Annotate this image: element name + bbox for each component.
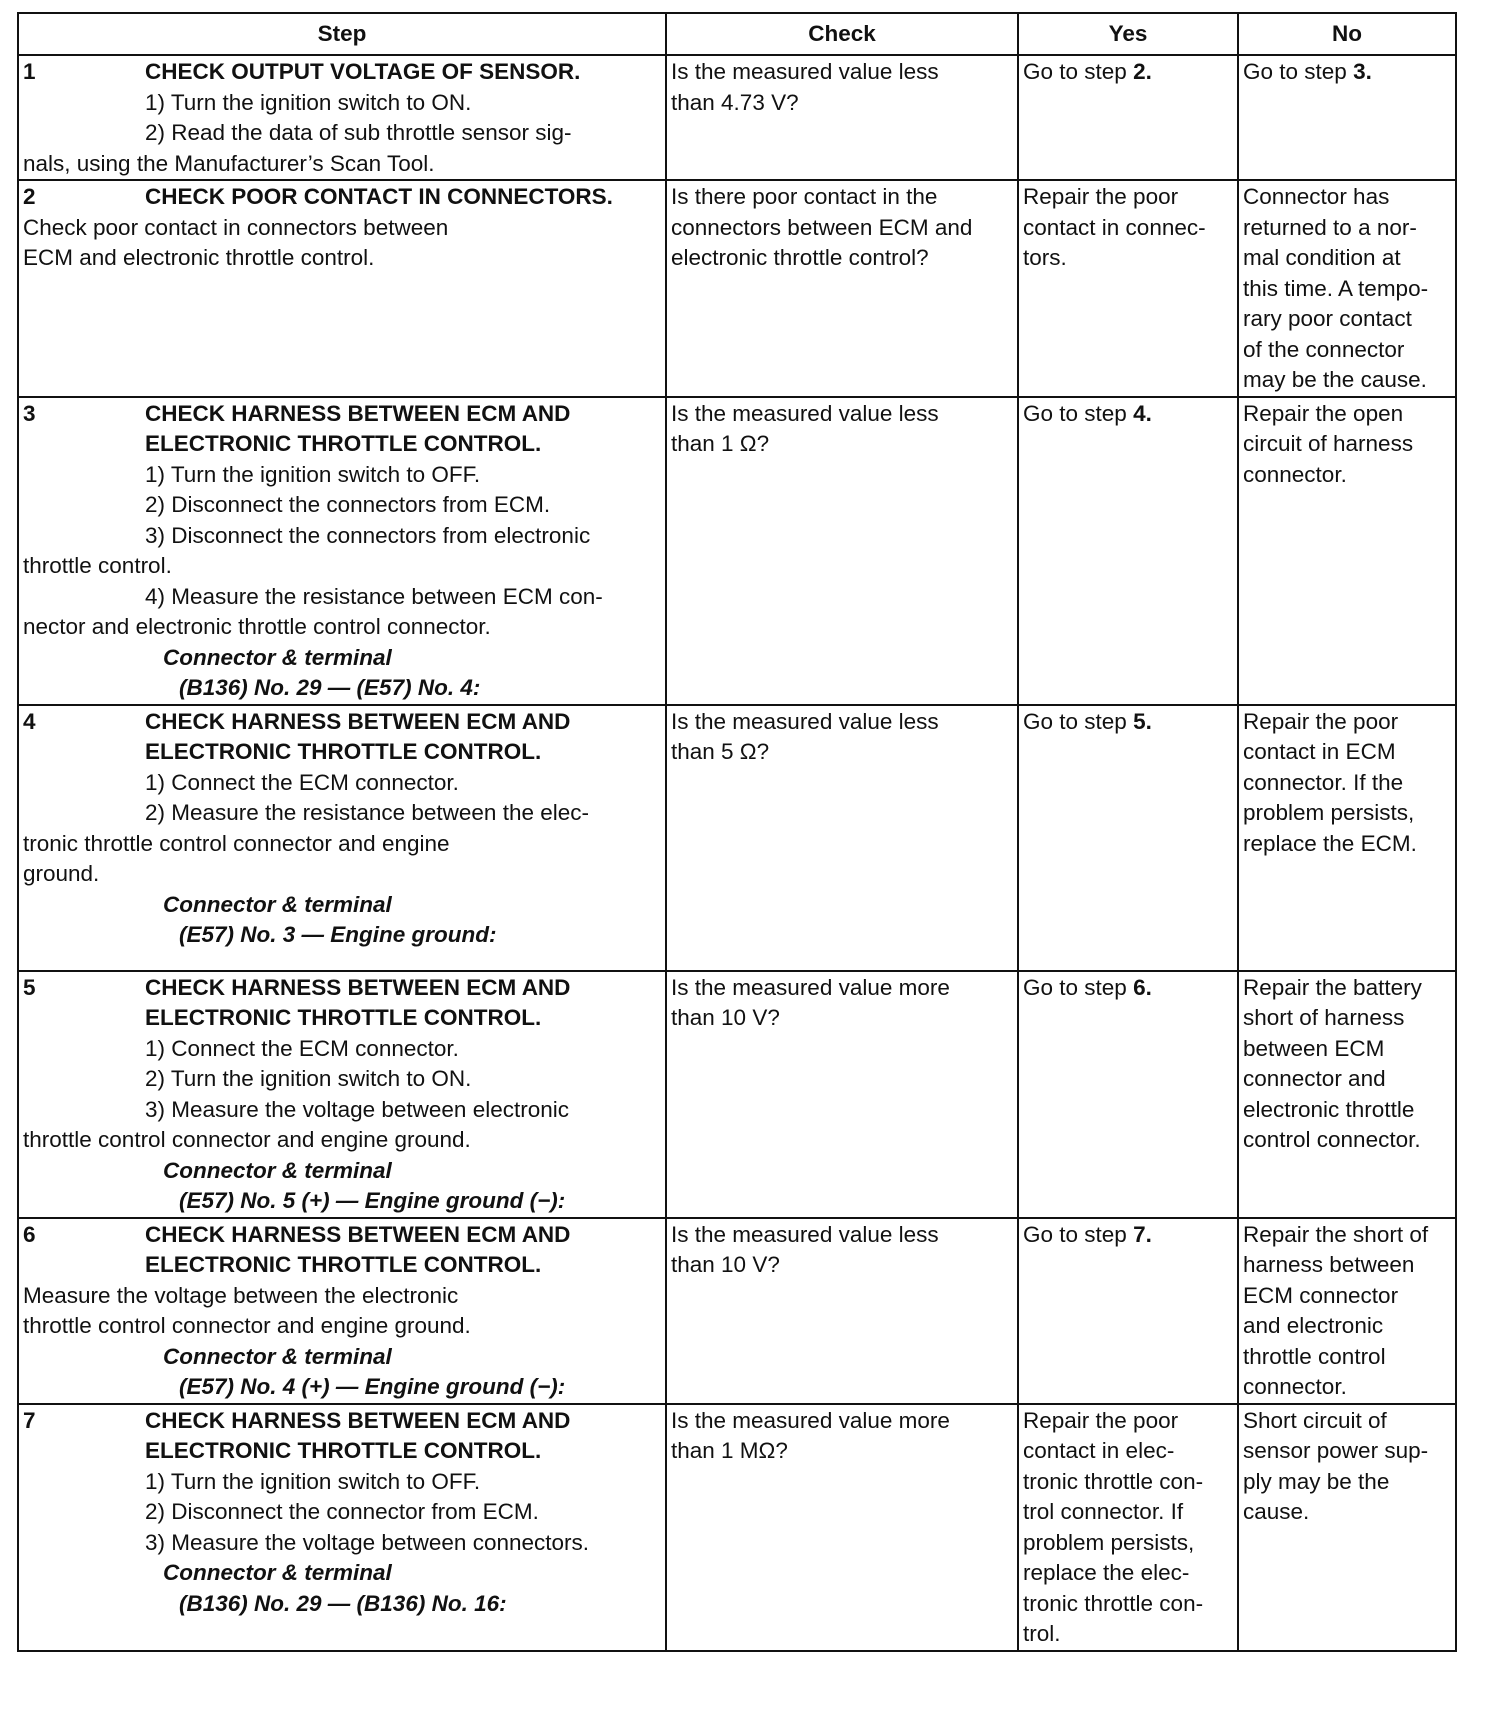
header-row bbox=[18, 13, 1456, 55]
check-line: than 4.73 V? bbox=[671, 89, 799, 115]
check-cell bbox=[666, 1404, 1018, 1651]
yes-goto bbox=[1023, 973, 1233, 1004]
instruction-line: 1) Turn the ignition switch to ON. bbox=[145, 89, 472, 115]
header-yes: Yes bbox=[1018, 13, 1238, 55]
step-content bbox=[23, 57, 661, 179]
terminal-label: Connector & terminal bbox=[163, 891, 392, 917]
instruction-line: nector and electronic throttle control connector. bbox=[23, 614, 491, 639]
step-body bbox=[145, 1406, 661, 1620]
no-line: sensor power sup- bbox=[1243, 1438, 1429, 1463]
step-title-line: ELECTRONIC THROTTLE CONTROL. bbox=[145, 1438, 542, 1463]
check-cell bbox=[666, 55, 1018, 180]
yes-line: tronic throttle con- bbox=[1023, 1590, 1204, 1616]
instruction-line: 1) Turn the ignition switch to OFF. bbox=[145, 461, 481, 487]
yes-goto bbox=[1023, 707, 1233, 738]
no-line: problem persists, bbox=[1243, 800, 1415, 825]
no-line: connector. bbox=[1243, 461, 1347, 487]
instruction-line: 3) Disconnect the connectors from electronic bbox=[145, 522, 591, 548]
instruction-line: ground. bbox=[23, 861, 100, 886]
no-cell bbox=[1238, 397, 1456, 705]
step-instructions bbox=[23, 1281, 661, 1403]
instruction-line: throttle control connector and engine ground. bbox=[23, 1313, 471, 1338]
yes-cell bbox=[1018, 1218, 1238, 1404]
instruction-line: ECM and electronic throttle control. bbox=[23, 245, 375, 270]
check-line: electronic throttle control? bbox=[671, 245, 929, 270]
no-line: cause. bbox=[1243, 1499, 1310, 1524]
step-content bbox=[23, 707, 661, 951]
step-title-line: ELECTRONIC THROTTLE CONTROL. bbox=[145, 431, 542, 456]
no-line: control connector. bbox=[1243, 1127, 1421, 1152]
no-line: connector. bbox=[1243, 1374, 1347, 1399]
no-line: Repair the poor bbox=[1243, 708, 1399, 734]
instruction-line: 3) Measure the voltage between electronic bbox=[145, 1096, 569, 1122]
check-cell bbox=[666, 705, 1018, 971]
no-line: may be the cause. bbox=[1243, 367, 1427, 392]
step-title: CHECK OUTPUT VOLTAGE OF SENSOR. bbox=[145, 59, 581, 84]
step-title-line: ELECTRONIC THROTTLE CONTROL. bbox=[145, 739, 542, 764]
instruction-line: 3) Measure the voltage between connectors. bbox=[145, 1529, 590, 1555]
step-content bbox=[23, 1406, 661, 1620]
table-row bbox=[18, 55, 1456, 180]
step-content bbox=[23, 399, 661, 704]
step-title-line: CHECK HARNESS BETWEEN ECM AND bbox=[145, 1221, 571, 1247]
header-step: Step bbox=[18, 13, 666, 55]
no-line: Short circuit of bbox=[1243, 1407, 1387, 1433]
terminal-value: (E57) No. 5 (+) — Engine ground (−): bbox=[179, 1188, 566, 1213]
yes-prefix: Go to step bbox=[1023, 708, 1134, 734]
no-step-ref: 3. bbox=[1353, 59, 1372, 84]
yes-cell bbox=[1018, 705, 1238, 971]
yes-cell bbox=[1018, 971, 1238, 1218]
instruction-line: 2) Read the data of sub throttle sensor sig- bbox=[145, 120, 572, 145]
check-line: than 10 V? bbox=[671, 1005, 780, 1030]
no-line: between ECM bbox=[1243, 1035, 1385, 1061]
step-title-line: CHECK HARNESS BETWEEN ECM AND bbox=[145, 974, 571, 1000]
instruction-line: 1) Connect the ECM connector. bbox=[145, 1035, 459, 1061]
no-line: connector. If the bbox=[1243, 769, 1404, 795]
terminal-label: Connector & terminal bbox=[163, 644, 392, 670]
yes-goto bbox=[1023, 57, 1233, 88]
terminal-label: Connector & terminal bbox=[163, 1560, 392, 1585]
step-cell bbox=[18, 397, 666, 705]
step-body bbox=[23, 1220, 661, 1403]
instruction-line: 1) Turn the ignition switch to OFF. bbox=[145, 1468, 481, 1494]
step-content bbox=[23, 182, 661, 274]
step-body bbox=[23, 707, 661, 951]
yes-step-ref: 7. bbox=[1133, 1221, 1152, 1247]
instruction-line: 1) Connect the ECM connector. bbox=[145, 769, 459, 795]
check-line: than 1 Ω? bbox=[671, 431, 770, 456]
table-row bbox=[18, 1218, 1456, 1404]
yes-step-ref: 6. bbox=[1133, 974, 1152, 1000]
yes-prefix: Go to step bbox=[1023, 974, 1134, 1000]
no-line: replace the ECM. bbox=[1243, 830, 1417, 856]
check-line: Is the measured value less bbox=[671, 59, 939, 84]
step-number: 6 bbox=[23, 1221, 36, 1247]
no-line: returned to a nor- bbox=[1243, 214, 1417, 240]
step-cell bbox=[18, 55, 666, 180]
step-instructions bbox=[23, 88, 661, 180]
instruction-line: 2) Disconnect the connector from ECM. bbox=[145, 1499, 539, 1524]
yes-cell bbox=[1018, 397, 1238, 705]
step-number: 3 bbox=[23, 400, 36, 426]
terminal-label: Connector & terminal bbox=[163, 1157, 392, 1183]
check-line: Is the measured value more bbox=[671, 974, 950, 1000]
no-cell bbox=[1238, 180, 1456, 397]
instruction-line: 4) Measure the resistance between ECM con- bbox=[145, 583, 603, 609]
no-line: throttle control bbox=[1243, 1343, 1386, 1369]
no-line: this time. A tempo- bbox=[1243, 275, 1429, 301]
step-title: CHECK POOR CONTACT IN CONNECTORS. bbox=[145, 184, 613, 209]
no-cell bbox=[1238, 1218, 1456, 1404]
no-line: ply may be the bbox=[1243, 1468, 1390, 1494]
header-no: No bbox=[1238, 13, 1456, 55]
instruction-line: Measure the voltage between the electronic bbox=[23, 1282, 459, 1308]
step-cell bbox=[18, 971, 666, 1218]
yes-step-ref: 2. bbox=[1133, 59, 1152, 84]
no-line: connector and bbox=[1243, 1066, 1386, 1091]
instruction-line: nals, using the Manufacturer’s Scan Tool. bbox=[23, 150, 435, 176]
no-line: contact in ECM bbox=[1243, 739, 1396, 764]
yes-line: contact in connec- bbox=[1023, 214, 1206, 240]
no-line: rary poor contact bbox=[1243, 306, 1412, 331]
check-line: Is the measured value less bbox=[671, 400, 939, 426]
yes-step-ref: 5. bbox=[1133, 708, 1152, 734]
header-check: Check bbox=[666, 13, 1018, 55]
table-row bbox=[18, 1404, 1456, 1651]
check-cell bbox=[666, 971, 1018, 1218]
yes-cell bbox=[1018, 55, 1238, 180]
check-line: Is there poor contact in the bbox=[671, 184, 938, 209]
check-cell bbox=[666, 1218, 1018, 1404]
instruction-line: 2) Turn the ignition switch to ON. bbox=[145, 1066, 472, 1091]
instruction-line: 2) Measure the resistance between the elec- bbox=[145, 800, 589, 825]
yes-goto bbox=[1023, 1220, 1233, 1251]
no-line: Repair the short of bbox=[1243, 1221, 1429, 1247]
terminal-value: (B136) No. 29 — (E57) No. 4: bbox=[179, 675, 481, 700]
no-cell bbox=[1238, 705, 1456, 971]
step-number: 4 bbox=[23, 708, 36, 734]
step-title-line: CHECK HARNESS BETWEEN ECM AND bbox=[145, 400, 571, 426]
step-body bbox=[23, 973, 661, 1217]
terminal-value: (E57) No. 4 (+) — Engine ground (−): bbox=[179, 1374, 566, 1399]
table-row bbox=[18, 705, 1456, 971]
no-line: short of harness bbox=[1243, 1005, 1405, 1030]
yes-goto bbox=[1023, 399, 1233, 430]
check-line: connectors between ECM and bbox=[671, 214, 973, 240]
table-row bbox=[18, 180, 1456, 397]
yes-cell bbox=[1018, 180, 1238, 397]
no-line: mal condition at bbox=[1243, 245, 1401, 270]
step-cell bbox=[18, 180, 666, 397]
check-line: than 5 Ω? bbox=[671, 739, 770, 764]
yes-line: contact in elec- bbox=[1023, 1438, 1175, 1463]
yes-line: problem persists, bbox=[1023, 1529, 1195, 1555]
yes-line: tors. bbox=[1023, 245, 1067, 270]
step-number: 7 bbox=[23, 1407, 36, 1433]
step-body bbox=[23, 399, 661, 704]
step-instructions bbox=[23, 213, 661, 274]
step-title-line: CHECK HARNESS BETWEEN ECM AND bbox=[145, 1407, 571, 1433]
step-number: 5 bbox=[23, 974, 36, 1000]
step-title-line: CHECK HARNESS BETWEEN ECM AND bbox=[145, 708, 571, 734]
step-cell bbox=[18, 705, 666, 971]
step-cell bbox=[18, 1218, 666, 1404]
step-content bbox=[23, 1220, 661, 1403]
step-body bbox=[23, 57, 661, 179]
no-line: Connector has bbox=[1243, 184, 1390, 209]
check-line: Is the measured value more bbox=[671, 1407, 950, 1433]
no-line: ECM connector bbox=[1243, 1282, 1399, 1308]
terminal-label: Connector & terminal bbox=[163, 1343, 392, 1369]
no-line: of the connector bbox=[1243, 336, 1405, 362]
table-row bbox=[18, 971, 1456, 1218]
check-line: than 10 V? bbox=[671, 1252, 780, 1277]
instruction-line: throttle control. bbox=[23, 553, 172, 578]
check-cell bbox=[666, 397, 1018, 705]
terminal-value: (E57) No. 3 — Engine ground: bbox=[179, 922, 497, 947]
step-number: 1 bbox=[23, 59, 36, 84]
yes-line: Repair the poor bbox=[1023, 1407, 1179, 1433]
yes-line: replace the elec- bbox=[1023, 1560, 1190, 1585]
table-row bbox=[18, 397, 1456, 705]
yes-prefix: Go to step bbox=[1023, 1221, 1134, 1247]
no-cell bbox=[1238, 55, 1456, 180]
yes-step-ref: 4. bbox=[1133, 400, 1152, 426]
no-line: and electronic bbox=[1243, 1313, 1384, 1338]
step-title-line: ELECTRONIC THROTTLE CONTROL. bbox=[145, 1252, 542, 1277]
yes-prefix: Go to step bbox=[1023, 59, 1134, 84]
instruction-line: Check poor contact in connectors between bbox=[23, 214, 449, 240]
no-cell bbox=[1238, 1404, 1456, 1651]
check-line: than 1 MΩ? bbox=[671, 1438, 788, 1463]
terminal-value: (B136) No. 29 — (B136) No. 16: bbox=[179, 1590, 507, 1616]
instruction-line: tronic throttle control connector and engine bbox=[23, 830, 450, 856]
no-goto bbox=[1243, 57, 1451, 88]
check-cell bbox=[666, 180, 1018, 397]
no-prefix: Go to step bbox=[1243, 59, 1354, 84]
no-line: electronic throttle bbox=[1243, 1096, 1415, 1122]
step-content bbox=[23, 973, 661, 1217]
yes-line: tronic throttle con- bbox=[1023, 1468, 1204, 1494]
step-cell bbox=[18, 1404, 666, 1651]
yes-line: trol. bbox=[1023, 1621, 1061, 1646]
step-instructions bbox=[23, 460, 661, 704]
yes-line: Repair the poor bbox=[1023, 184, 1179, 209]
diagnostic-table bbox=[17, 12, 1457, 1652]
step-body bbox=[23, 182, 661, 274]
yes-prefix: Go to step bbox=[1023, 400, 1134, 426]
no-line: Repair the open bbox=[1243, 400, 1404, 426]
table-body bbox=[18, 55, 1456, 1651]
step-number: 2 bbox=[23, 184, 36, 209]
yes-line: trol connector. If bbox=[1023, 1499, 1184, 1524]
no-line: circuit of harness bbox=[1243, 431, 1414, 456]
step-title-line: ELECTRONIC THROTTLE CONTROL. bbox=[145, 1005, 542, 1030]
check-line: Is the measured value less bbox=[671, 708, 939, 734]
step-instructions bbox=[23, 1034, 661, 1217]
no-line: Repair the battery bbox=[1243, 974, 1422, 1000]
yes-cell bbox=[1018, 1404, 1238, 1651]
instruction-line: throttle control connector and engine ground. bbox=[23, 1127, 471, 1152]
step-instructions bbox=[23, 768, 661, 951]
no-line: harness between bbox=[1243, 1252, 1415, 1277]
instruction-line: 2) Disconnect the connectors from ECM. bbox=[145, 492, 551, 517]
step-instructions bbox=[145, 1467, 661, 1620]
no-cell bbox=[1238, 971, 1456, 1218]
check-line: Is the measured value less bbox=[671, 1221, 939, 1247]
